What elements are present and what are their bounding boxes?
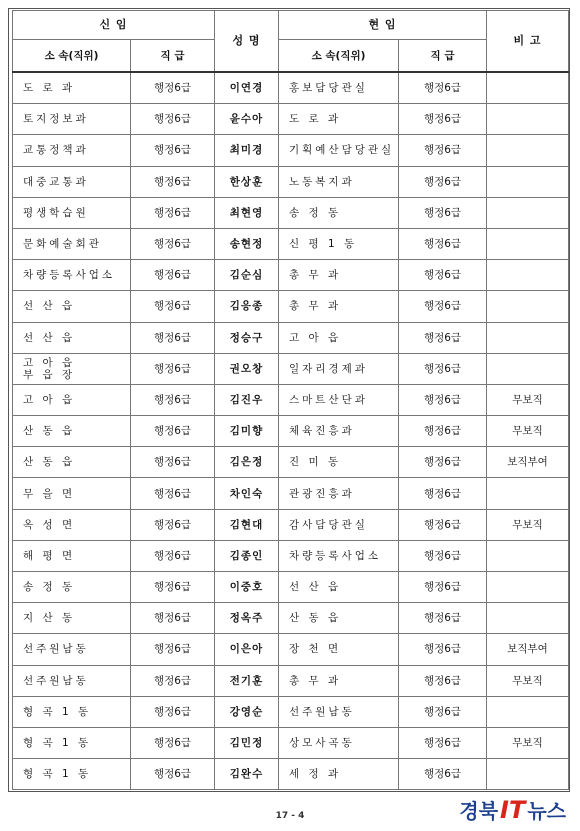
cur-grade-cell: 행정6급 (399, 509, 487, 540)
prev-grade-cell: 행정6급 (131, 727, 215, 758)
page-number: 17 - 4 (275, 811, 305, 821)
name-cell: 김미향 (215, 416, 279, 447)
logo-text-it: IT (500, 796, 526, 824)
note-cell (487, 572, 569, 603)
prev-grade-cell: 행정6급 (131, 384, 215, 415)
cur-grade-cell: 행정6급 (399, 135, 487, 166)
header-prev-grade: 직 급 (131, 40, 215, 73)
prev-grade-cell: 행정6급 (131, 291, 215, 322)
cur-dept-cell: 총 무 과 (279, 291, 399, 322)
cur-dept-cell: 기획예산담당관실 (279, 135, 399, 166)
prev-grade-cell: 행정6급 (131, 322, 215, 353)
prev-dept-cell: 대중교통과 (13, 166, 131, 197)
cur-dept-cell: 홍보담당관실 (279, 72, 399, 104)
note-cell (487, 166, 569, 197)
table-row (13, 447, 569, 478)
note-cell (487, 540, 569, 571)
name-cell: 강영순 (215, 696, 279, 727)
cur-dept-cell: 선주원남동 (279, 696, 399, 727)
name-cell: 정옥주 (215, 603, 279, 634)
note-cell (487, 322, 569, 353)
cur-dept-cell: 장 천 면 (279, 634, 399, 665)
cur-grade-cell: 행정6급 (399, 322, 487, 353)
prev-dept-cell: 문화예술회관 (13, 228, 131, 259)
cur-dept-cell: 세 정 과 (279, 759, 399, 790)
name-cell: 이은아 (215, 634, 279, 665)
prev-dept-cell: 고 아 읍 (13, 384, 131, 415)
cur-grade-cell: 행정6급 (399, 540, 487, 571)
table-row (13, 696, 569, 727)
note-cell (487, 478, 569, 509)
cur-dept-cell: 선 산 읍 (279, 572, 399, 603)
prev-dept-cell: 산 동 읍 (13, 447, 131, 478)
note-cell (487, 228, 569, 259)
prev-grade-cell: 행정6급 (131, 260, 215, 291)
header-current: 현 임 (279, 11, 487, 40)
cur-dept-cell: 총 무 과 (279, 260, 399, 291)
cur-grade-cell: 행정6급 (399, 447, 487, 478)
prev-grade-cell: 행정6급 (131, 603, 215, 634)
cur-dept-cell: 일자리경제과 (279, 353, 399, 384)
prev-grade-cell: 행정6급 (131, 447, 215, 478)
name-cell: 이연경 (215, 72, 279, 104)
cur-dept-cell: 체육진흥과 (279, 416, 399, 447)
prev-dept-cell: 송 정 동 (13, 572, 131, 603)
note-cell: 무보직 (487, 384, 569, 415)
table-row (13, 166, 569, 197)
note-cell (487, 135, 569, 166)
cur-dept-cell: 신 평 1 동 (279, 228, 399, 259)
prev-grade-cell: 행정6급 (131, 104, 215, 135)
prev-grade-cell: 행정6급 (131, 228, 215, 259)
cur-dept-cell: 관광진흥과 (279, 478, 399, 509)
name-cell: 윤수아 (215, 104, 279, 135)
prev-dept-cell (13, 353, 131, 384)
prev-grade-cell: 행정6급 (131, 478, 215, 509)
name-cell: 김응종 (215, 291, 279, 322)
news-logo (459, 795, 566, 825)
header-note: 비 고 (487, 11, 569, 73)
cur-grade-cell: 행정6급 (399, 104, 487, 135)
name-cell: 한상훈 (215, 166, 279, 197)
table-row (13, 572, 569, 603)
name-cell: 차인숙 (215, 478, 279, 509)
note-cell (487, 72, 569, 104)
prev-grade-cell: 행정6급 (131, 72, 215, 104)
prev-dept-cell: 형 곡 1 동 (13, 696, 131, 727)
prev-dept-cell: 선 산 읍 (13, 322, 131, 353)
note-cell (487, 291, 569, 322)
prev-dept-cell: 선주원남동 (13, 665, 131, 696)
table-row (13, 634, 569, 665)
cur-dept-cell: 도 로 과 (279, 104, 399, 135)
prev-grade-cell: 행정6급 (131, 509, 215, 540)
cur-grade-cell: 행정6급 (399, 665, 487, 696)
note-cell (487, 759, 569, 790)
header-name: 성 명 (215, 11, 279, 73)
table-row (13, 228, 569, 259)
prev-grade-cell: 행정6급 (131, 634, 215, 665)
note-cell: 보직부여 (487, 634, 569, 665)
note-cell (487, 104, 569, 135)
note-cell: 무보직 (487, 665, 569, 696)
cur-grade-cell: 행정6급 (399, 478, 487, 509)
table-row (13, 478, 569, 509)
note-cell (487, 353, 569, 384)
name-cell: 김종인 (215, 540, 279, 571)
table-row (13, 603, 569, 634)
table-row (13, 197, 569, 228)
table-row (13, 322, 569, 353)
cur-dept-cell: 상모사곡동 (279, 727, 399, 758)
cur-dept-cell: 차량등록사업소 (279, 540, 399, 571)
cur-grade-cell: 행정6급 (399, 260, 487, 291)
prev-grade-cell: 행정6급 (131, 166, 215, 197)
note-cell: 무보직 (487, 416, 569, 447)
prev-dept-cell: 도 로 과 (13, 72, 131, 104)
name-cell: 김현대 (215, 509, 279, 540)
cur-grade-cell: 행정6급 (399, 291, 487, 322)
note-cell (487, 603, 569, 634)
prev-dept-cell: 해 평 면 (13, 540, 131, 571)
cur-grade-cell: 행정6급 (399, 603, 487, 634)
header-prev: 신 임 (13, 11, 215, 40)
table-row (13, 72, 569, 104)
header-row-2 (13, 40, 569, 73)
note-cell: 무보직 (487, 727, 569, 758)
table-row (13, 260, 569, 291)
prev-dept-line-1: 고 아 읍 (23, 356, 76, 369)
table-row (13, 759, 569, 790)
cur-grade-cell: 행정6급 (399, 384, 487, 415)
table-row (13, 540, 569, 571)
prev-grade-cell: 행정6급 (131, 416, 215, 447)
prev-grade-cell: 행정6급 (131, 759, 215, 790)
name-cell: 김은정 (215, 447, 279, 478)
prev-dept-cell: 지 산 동 (13, 603, 131, 634)
cur-dept-cell: 스마트산단과 (279, 384, 399, 415)
cur-grade-cell: 행정6급 (399, 759, 487, 790)
name-cell: 김진우 (215, 384, 279, 415)
prev-dept-cell: 평생학습원 (13, 197, 131, 228)
header-row-1 (13, 11, 569, 40)
header-cur-dept: 소 속(직위) (279, 40, 399, 73)
prev-dept-cell: 교통정책과 (13, 135, 131, 166)
cur-grade-cell: 행정6급 (399, 416, 487, 447)
prev-grade-cell: 행정6급 (131, 696, 215, 727)
name-cell: 김민정 (215, 727, 279, 758)
table-row (13, 416, 569, 447)
personnel-table (12, 10, 569, 790)
prev-dept-cell: 토지정보과 (13, 104, 131, 135)
prev-dept-cell: 차량등록사업소 (13, 260, 131, 291)
name-cell: 전기훈 (215, 665, 279, 696)
prev-dept-cell: 형 곡 1 동 (13, 727, 131, 758)
logo-text-gyeongbuk: 경북 (459, 799, 499, 823)
cur-dept-cell: 노동복지과 (279, 166, 399, 197)
name-cell: 최현영 (215, 197, 279, 228)
table-body (13, 72, 569, 790)
cur-grade-cell: 행정6급 (399, 197, 487, 228)
cur-grade-cell: 행정6급 (399, 228, 487, 259)
name-cell: 최미경 (215, 135, 279, 166)
prev-dept-cell: 형 곡 1 동 (13, 759, 131, 790)
name-cell: 송현정 (215, 228, 279, 259)
note-cell: 무보직 (487, 509, 569, 540)
cur-grade-cell: 행정6급 (399, 572, 487, 603)
cur-dept-cell: 송 정 동 (279, 197, 399, 228)
note-cell (487, 696, 569, 727)
cur-grade-cell: 행정6급 (399, 72, 487, 104)
cur-grade-cell: 행정6급 (399, 696, 487, 727)
table-row (13, 727, 569, 758)
prev-grade-cell: 행정6급 (131, 572, 215, 603)
prev-dept-line-2: 부 읍 장 (23, 368, 76, 381)
cur-dept-cell: 고 아 읍 (279, 322, 399, 353)
prev-dept-cell: 선주원남동 (13, 634, 131, 665)
header-prev-dept: 소 속(직위) (13, 40, 131, 73)
name-cell: 이중호 (215, 572, 279, 603)
name-cell: 권오창 (215, 353, 279, 384)
prev-dept-cell: 옥 성 면 (13, 509, 131, 540)
note-cell (487, 197, 569, 228)
table-row (13, 509, 569, 540)
table-row (13, 291, 569, 322)
cur-dept-cell: 총 무 과 (279, 665, 399, 696)
name-cell: 김완수 (215, 759, 279, 790)
note-cell: 보직부여 (487, 447, 569, 478)
prev-dept-cell: 무 을 면 (13, 478, 131, 509)
cur-dept-cell: 감사담당관실 (279, 509, 399, 540)
prev-dept-cell: 산 동 읍 (13, 416, 131, 447)
cur-dept-cell: 진 미 동 (279, 447, 399, 478)
table-row (13, 665, 569, 696)
prev-grade-cell: 행정6급 (131, 665, 215, 696)
cur-grade-cell: 행정6급 (399, 634, 487, 665)
prev-grade-cell: 행정6급 (131, 197, 215, 228)
header-cur-grade: 직 급 (399, 40, 487, 73)
table-row (13, 135, 569, 166)
logo-text-news: 뉴스 (527, 799, 566, 823)
name-cell: 정승구 (215, 322, 279, 353)
prev-grade-cell: 행정6급 (131, 353, 215, 384)
table-row (13, 384, 569, 415)
table-row (13, 104, 569, 135)
note-cell (487, 260, 569, 291)
name-cell: 김순심 (215, 260, 279, 291)
cur-grade-cell: 행정6급 (399, 166, 487, 197)
prev-grade-cell: 행정6급 (131, 135, 215, 166)
cur-grade-cell: 행정6급 (399, 727, 487, 758)
cur-dept-cell: 산 동 읍 (279, 603, 399, 634)
cur-grade-cell: 행정6급 (399, 353, 487, 384)
prev-grade-cell: 행정6급 (131, 540, 215, 571)
table-row (13, 353, 569, 384)
prev-dept-cell: 선 산 읍 (13, 291, 131, 322)
